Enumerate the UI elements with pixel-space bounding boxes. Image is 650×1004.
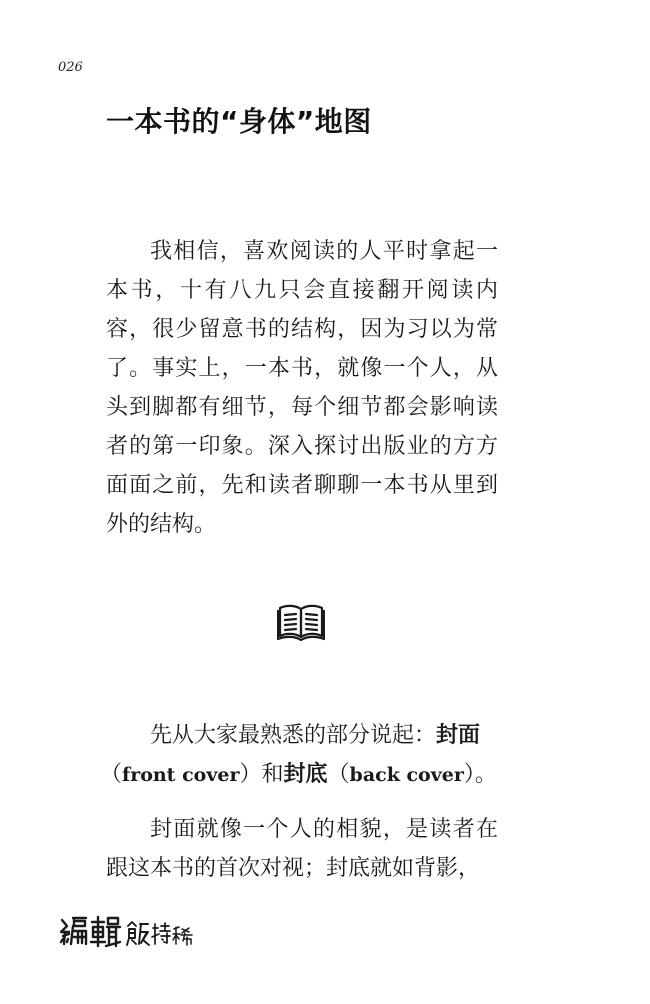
footer-logo	[58, 912, 198, 950]
page-number: 026	[58, 60, 83, 75]
body-paragraph-2	[100, 716, 498, 795]
paragraph-2-lead: 先从大家最熟悉的部分说起：	[150, 723, 437, 748]
front-cover-english: front cover	[122, 764, 240, 786]
body-paragraph-1: 我相信，喜欢阅读的人平时拿起一本书，十有八九只会直接翻开阅读内容，很少留意书的结构，因为习以为常了。事实上，一本书，就像一个人，从头到脚都有细节，每个细节都会影响读者的第一印象。深入探讨出版业的方方面面之前，先和读者聊聊一本书从里到外的结构。	[106, 239, 498, 537]
paragraph-2-line-2	[100, 755, 498, 795]
paren-open-2: （	[327, 762, 350, 787]
open-book-icon	[277, 603, 325, 641]
term-back-cover: 封底	[283, 761, 328, 787]
conjunction-and: 和	[261, 762, 284, 787]
paren-close-2: ）	[463, 762, 475, 787]
paren-open: （	[100, 762, 123, 787]
paren-close: ）	[239, 762, 262, 787]
sentence-end: 。	[474, 762, 497, 787]
body-paragraph-3: 封面就像一个人的相貌，是读者在跟这本书的首次对视；封底就如背影，	[106, 817, 498, 881]
chapter-title: 一本书的“身体”地图	[106, 105, 372, 138]
back-cover-english: back cover	[349, 764, 464, 786]
term-front-cover: 封面	[436, 722, 481, 748]
